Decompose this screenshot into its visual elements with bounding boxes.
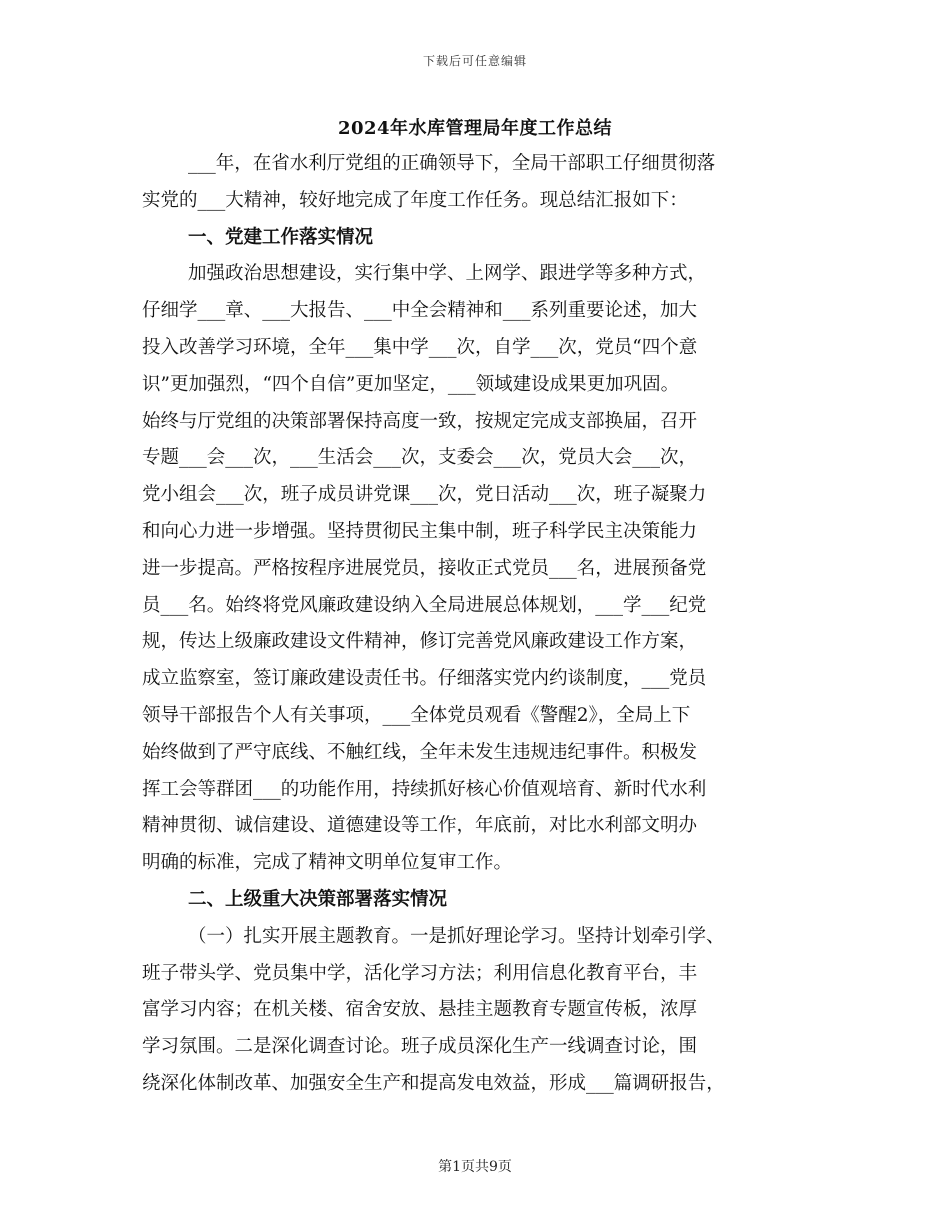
paragraph-line: 挥工会等群团___的功能作用，持续抓好核心价值观培育、新时代水利 [142,778,707,800]
paragraph-line: 和向心力进一步增强。坚持贯彻民主集中制，班子科学民主决策能力 [142,520,698,542]
paragraph-line: 学习氛围。二是深化调查讨论。班子成员深化生产一线调查讨论，围 [142,1036,698,1058]
paragraph-line: 领导干部报告个人有关事项，___全体党员观看《警醒2》，全局上下 [142,704,691,726]
paragraph-line: 党小组会___次，班子成员讲党课___次，党日活动___次，班子凝聚力 [142,484,707,506]
paragraph-line: 员___名。始终将党风廉政建设纳入全局进展总体规划，___学___纪党 [142,594,707,616]
document-title: 2024年水库管理局年度工作总结 [337,118,613,139]
paragraph-line: 加强政治思想建设，实行集中学、上网学、跟进学等多种方式， [188,263,707,285]
paragraph-line: 规，传达上级廉政建设文件精神，修订完善党风廉政建设工作方案， [142,631,698,653]
paragraph-line: 精神贯彻、诚信建设、道德建设等工作，年底前，对比水利部文明办 [142,815,698,837]
paragraph-line: 富学习内容；在机关楼、宿舍安放、悬挂主题教育专题宣传板，浓厚 [142,999,698,1021]
paragraph-line: 明确的标准，完成了精神文明单位复审工作。 [142,852,513,874]
document-body [142,146,832,1103]
paragraph-line: 始终做到了严守底线、不触红线，全年未发生违规违纪事件。积极发 [142,741,698,763]
paragraph-line: 进一步提高。严格按程序进展党员，接收正式党员___名，进展预备党 [142,557,707,579]
paragraph-line: 专题___会___次，___生活会___次，支委会___次，党员大会___次， [142,447,698,469]
paragraph-line: ___年，在省水利厅党组的正确领导下，全局干部职工仔细贯彻落 [188,153,716,174]
header-note: 下载后可任意编辑 [422,54,527,68]
section-heading: 二、上级重大决策部署落实情况 [188,888,448,910]
page-footer: 第1页共9页 [438,1159,512,1175]
paragraph-line: 班子带头学、党员集中学，活化学习方法；利用信息化教育平台，丰 [142,962,698,984]
paragraph-line: 实党的___大精神，较好地完成了年度工作任务。现总结汇报如下： [142,189,688,211]
paragraph-line: 成立监察室，签订廉政建设责任书。仔细落实党内约谈制度，___党员 [142,668,707,690]
paragraph-line: 投入改善学习环境，全年___集中学___次，自学___次，党员“四个意 [142,336,698,358]
paragraph-line: 识”更加强烈，“四个自信”更加坚定，___领域建设成果更加巩固。 [142,373,680,395]
paragraph-line: 始终与厅党组的决策部署保持高度一致，按规定完成支部换届，召开 [142,410,698,432]
section-heading: 一、党建工作落实情况 [188,226,374,248]
paragraph-line: 仔细学___章、___大报告、___中全会精神和___系列重要论述，加大 [142,300,698,322]
paragraph-line: 绕深化体制改革、加强安全生产和提高发电效益，形成___篇调研报告， [142,1072,725,1094]
paragraph-line: （一）扎实开展主题教育。一是抓好理论学习。坚持计划牵引学、 [188,925,725,947]
